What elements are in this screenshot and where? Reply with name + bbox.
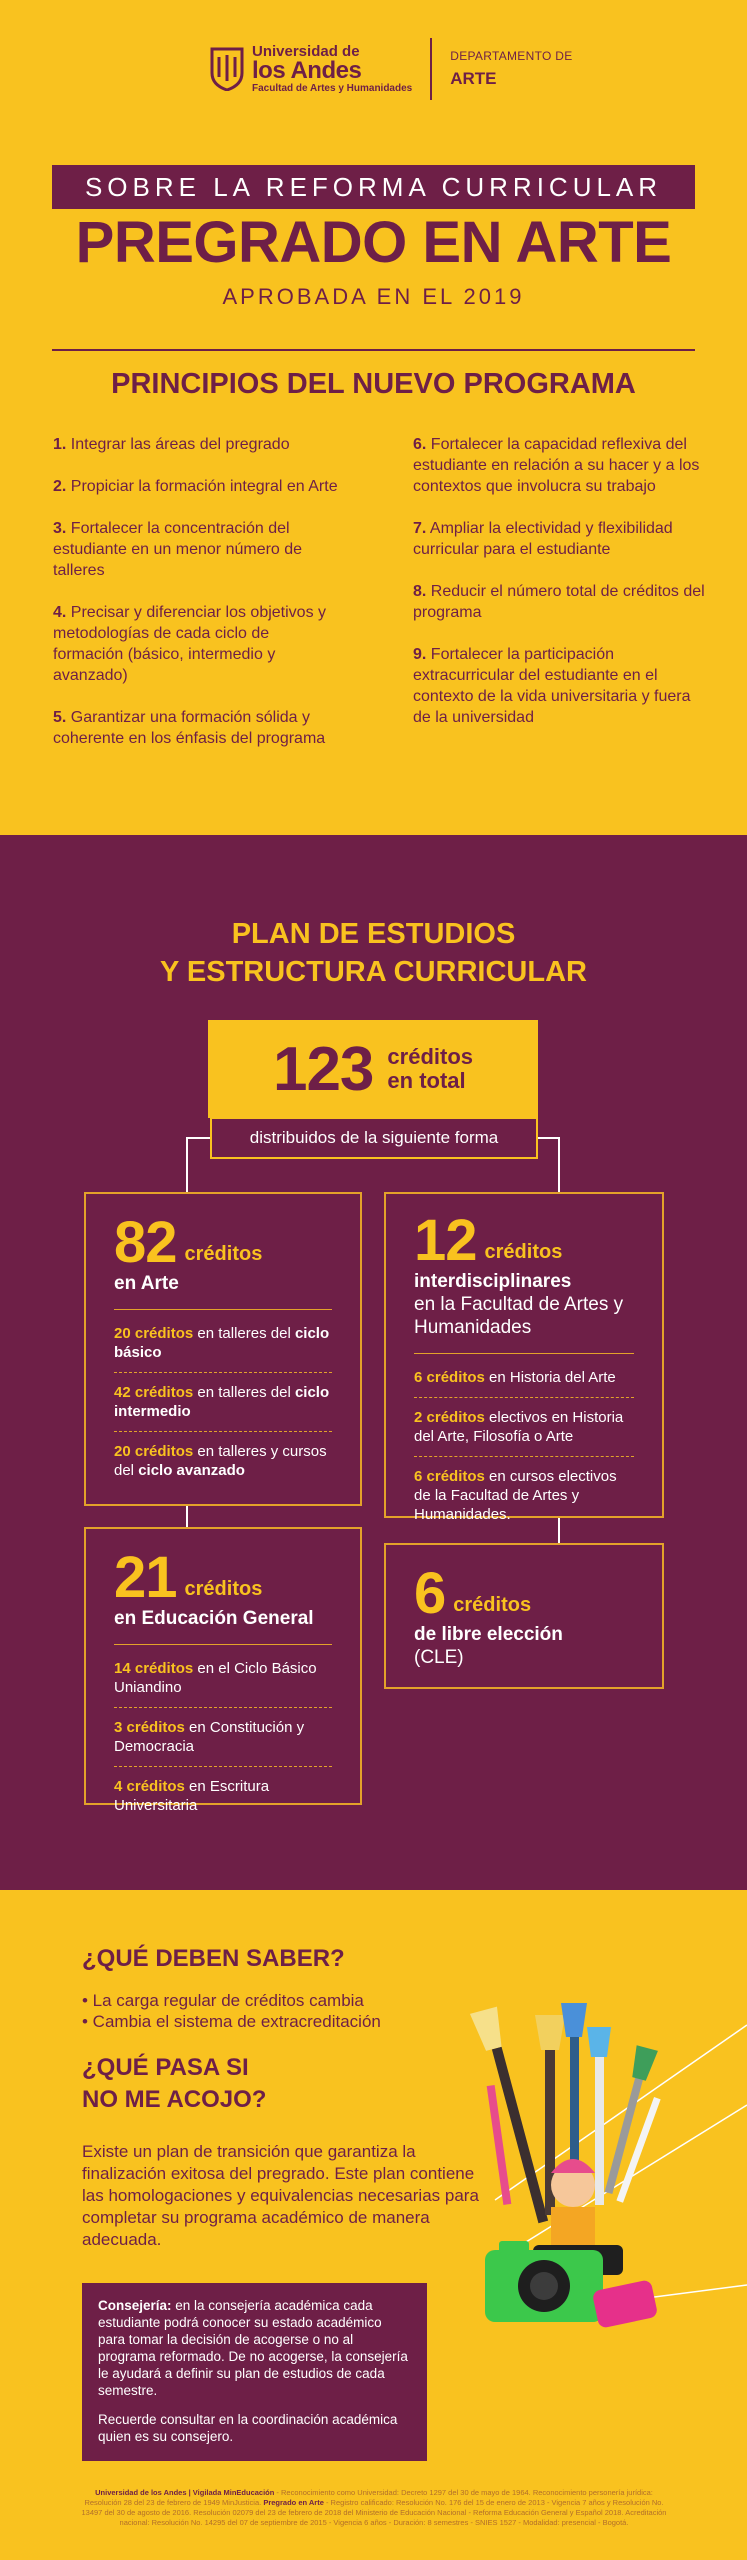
- principle-item: [413, 518, 708, 560]
- connector-line: [186, 1137, 188, 1193]
- credit-item: [414, 1368, 634, 1387]
- footer-text-1: - Reconocimiento como Universidad: Decreto 1297 del 30 de mayo de 1964. Reconocimiento personería jurídica: Resolución 28 del 23 de febrero de 1949 MinJusticia.: [84, 2488, 653, 2507]
- art-supplies-illustration: [455, 1985, 747, 2355]
- credit-amount: 6 créditos: [414, 1468, 485, 1485]
- credit-item: [414, 1408, 634, 1446]
- arte-credits-number: 82: [114, 1210, 177, 1275]
- consejeria-paragraph: [98, 2297, 411, 2399]
- interdisciplinary-credits-card: [384, 1192, 664, 1523]
- credit-amount: 14 créditos: [114, 1660, 194, 1677]
- header-logo[interactable]: [210, 38, 573, 100]
- dept-line-2: ARTE: [450, 69, 497, 88]
- credit-amount: 20 créditos: [114, 1325, 194, 1342]
- faq-bullets: [82, 1990, 381, 2032]
- reform-banner: SOBRE LA REFORMA CURRICULAR: [52, 165, 695, 209]
- credit-item: [114, 1442, 332, 1480]
- principle-number: 2.: [53, 478, 67, 495]
- total-credits-number: 123: [272, 1034, 374, 1104]
- dotted-divider: [114, 1707, 332, 1708]
- consejeria-label: Consejería:: [98, 2298, 172, 2313]
- general-subtitle: en Educación General: [114, 1608, 314, 1629]
- credit-desc: en talleres del: [193, 1384, 295, 1401]
- card-divider: [114, 1644, 332, 1645]
- principle-item: [53, 434, 343, 455]
- plan-title-line-1: PLAN DE ESTUDIOS: [231, 918, 516, 950]
- faq-bullet: • Cambia el sistema de extracreditación: [82, 2012, 381, 2031]
- principle-text: Fortalecer la capacidad reflexiva del estudiante en relación a su hacer y a los contextos que involucra su trabajo: [413, 436, 700, 495]
- credit-desc: en Escritura Universitaria: [114, 1778, 270, 1814]
- principle-item: [413, 644, 708, 728]
- footer-bold-1: Universidad de los Andes | Vigilada MinEducación: [95, 2488, 275, 2497]
- credit-desc: en Historia del Arte: [484, 1369, 616, 1386]
- plan-title: [0, 915, 747, 991]
- credit-amount: 2 créditos: [414, 1409, 485, 1426]
- principle-number: 6.: [413, 436, 427, 453]
- principle-number: 4.: [53, 604, 67, 621]
- university-name: [252, 44, 412, 95]
- card-heading: [414, 1561, 634, 1626]
- faq-question-2: [82, 2052, 266, 2116]
- principle-item: [53, 518, 343, 581]
- total-credits-label: [387, 1045, 473, 1093]
- dept-line-1: DEPARTAMENTO DE: [450, 49, 573, 63]
- connector-line: [538, 1137, 560, 1139]
- dotted-divider: [114, 1372, 332, 1373]
- arte-items: [114, 1324, 332, 1480]
- logo-line-2: los Andes: [252, 56, 362, 84]
- general-credits-number: 21: [114, 1545, 177, 1610]
- connector-line: [186, 1505, 188, 1527]
- credit-cycle: ciclo básico: [114, 1325, 330, 1361]
- logo-line-3: Facultad de Artes y Humanidades: [252, 82, 413, 94]
- principles-title: PRINCIPIOS DEL NUEVO PROGRAMA: [111, 368, 636, 400]
- credit-desc: en cursos electivos de la Facultad de Artes y Humanidades.: [414, 1468, 617, 1523]
- card-divider: [414, 1353, 634, 1354]
- credit-amount: 4 créditos: [114, 1778, 185, 1795]
- arte-credits-card: [84, 1192, 362, 1506]
- dotted-divider: [114, 1431, 332, 1432]
- principle-item: [53, 476, 343, 497]
- principle-number: 8.: [413, 583, 427, 600]
- principle-number: 7.: [413, 520, 427, 537]
- credit-desc: en talleres del: [193, 1325, 295, 1342]
- principle-text: Garantizar una formación sólida y coherente en los énfasis del programa: [53, 709, 326, 747]
- credit-amount: 42 créditos: [114, 1384, 194, 1401]
- credit-amount: 20 créditos: [114, 1443, 194, 1460]
- credit-amount: 3 créditos: [114, 1719, 185, 1736]
- credit-item: [414, 1467, 634, 1524]
- inter-items: [414, 1368, 634, 1524]
- logo-divider: [430, 38, 432, 100]
- principle-item: [53, 602, 343, 686]
- credits-label: créditos: [184, 1243, 263, 1265]
- credit-desc: en Constitución y Democracia: [114, 1719, 305, 1755]
- connector-line: [558, 1137, 560, 1193]
- intro-section: [0, 0, 747, 835]
- card-heading: [114, 1545, 332, 1610]
- libre-subtitle: de libre elección: [414, 1624, 563, 1645]
- credits-label: créditos: [484, 1241, 563, 1263]
- credit-item: [114, 1659, 332, 1697]
- card-heading: [414, 1208, 634, 1273]
- principle-text: Fortalecer la participación extracurricular del estudiante en el contexto de la vida universitaria y fuera de la universidad: [413, 646, 691, 726]
- faq-question-2-line-2: NO ME ACOJO?: [82, 2086, 267, 2113]
- credit-desc: en talleres y cursos del: [114, 1443, 327, 1479]
- total-label-2: en total: [387, 1068, 466, 1093]
- principle-item: [413, 581, 708, 623]
- consejeria-text: en la consejería académica cada estudiante podrá conocer su estado académico para tomar la decisión de acogerse o no al programa reformado. De no acogerse, la consejería le ayudará a definir su plan de estudios de cada semestre.: [98, 2298, 408, 2398]
- principle-number: 5.: [53, 709, 67, 726]
- footer-legal-text: [76, 2488, 672, 2528]
- arte-subtitle: en Arte: [114, 1273, 179, 1294]
- general-education-credits-card: [84, 1527, 362, 1814]
- principle-text: Ampliar la electividad y flexibilidad curricular para el estudiante: [413, 520, 673, 558]
- free-elective-credits-card: [384, 1543, 664, 1689]
- approved-year: APROBADA EN EL 2019: [222, 284, 525, 309]
- principle-text: Propiciar la formación integral en Arte: [70, 478, 338, 495]
- connector-line: [186, 1137, 210, 1139]
- consejeria-box: [82, 2283, 427, 2461]
- general-items: [114, 1659, 332, 1815]
- faq-question-1: ¿QUÉ DEBEN SABER?: [82, 1945, 345, 1972]
- credit-item: [114, 1324, 332, 1362]
- distribution-label: distribuidos de la siguiente forma: [210, 1117, 538, 1159]
- plan-title-line-2: Y ESTRUCTURA CURRICULAR: [160, 956, 587, 988]
- dotted-divider: [414, 1397, 634, 1398]
- principles-right-column: [413, 434, 708, 749]
- libre-credits-number: 6: [414, 1561, 446, 1626]
- principles-left-column: [53, 434, 343, 770]
- principle-text: Precisar y diferenciar los objetivos y metodologías de cada ciclo de formación (básico, intermedio y avanzado): [53, 604, 327, 684]
- divider: [52, 349, 695, 351]
- footer-bold-2: Pregrado en Arte: [263, 2498, 324, 2507]
- principle-number: 1.: [53, 436, 67, 453]
- principle-text: Reducir el número total de créditos del programa: [413, 583, 705, 621]
- inter-subtitle-2: en la Facultad de Artes y Humanidades: [414, 1294, 624, 1338]
- principle-text: Fortalecer la concentración del estudiante en un menor número de talleres: [53, 520, 303, 579]
- credit-cycle: ciclo intermedio: [114, 1384, 330, 1420]
- transition-plan-text: Existe un plan de transición que garantiza la finalización exitosa del pregrado. Este plan contiene las homologaciones y equivalencias necesarias para completar su programa académico de manera adecuada.: [82, 2142, 479, 2249]
- dotted-divider: [414, 1456, 634, 1457]
- credits-label: créditos: [453, 1594, 532, 1616]
- credit-desc: electivos en Historia del Arte, Filosofía o Arte: [414, 1409, 624, 1445]
- principle-text: Integrar las áreas del pregrado: [70, 436, 290, 453]
- total-credits-box: [208, 1020, 538, 1118]
- inter-subtitle: interdisciplinares: [414, 1271, 572, 1292]
- credit-desc: en el Ciclo Básico Uniandino: [114, 1660, 317, 1696]
- faq-question-2-line-1: ¿QUÉ PASA SI: [82, 2054, 249, 2081]
- inter-credits-number: 12: [414, 1208, 477, 1273]
- principle-number: 3.: [53, 520, 67, 537]
- dotted-divider: [114, 1766, 332, 1767]
- principle-item: [413, 434, 708, 497]
- department-name: [450, 49, 572, 89]
- faq-bullet: • La carga regular de créditos cambia: [82, 1991, 364, 2010]
- consejeria-note: Recuerde consultar en la coordinación académica quien es su consejero.: [98, 2412, 398, 2444]
- footer-text-2: - Registro calificado: Resolución No. 176 del 15 de enero de 2013 - Vigencia 7 años y Resolución No. 13497 del 30 de agosto de 2016. Resolución 02079 del 23 de febrero de 2018 del Ministerio de Educación Nacional - Reforma Educación General y Español 2018. Acreditación nacional: Resolución No. 14295 del 07 de septiembre de 2015 - Vigencia 6 años - Duración: 8 semestres - SNIES 1527 - Modalidad: presencial - Bogotá.: [81, 2498, 667, 2527]
- credits-label: créditos: [184, 1578, 263, 1600]
- university-shield-icon: [210, 47, 244, 91]
- credit-item: [114, 1777, 332, 1815]
- principle-item: [53, 707, 343, 749]
- credit-item: [114, 1383, 332, 1421]
- credit-amount: 6 créditos: [414, 1369, 485, 1386]
- principle-number: 9.: [413, 646, 427, 663]
- card-heading: [114, 1210, 332, 1275]
- card-divider: [114, 1309, 332, 1310]
- logo-line-1: Universidad de: [252, 42, 360, 60]
- page-title: PREGRADO EN ARTE: [75, 210, 672, 275]
- credit-cycle: ciclo avanzado: [138, 1462, 245, 1479]
- total-label-1: créditos: [387, 1044, 474, 1069]
- credit-item: [114, 1718, 332, 1756]
- libre-subtitle-2: (CLE): [414, 1647, 464, 1668]
